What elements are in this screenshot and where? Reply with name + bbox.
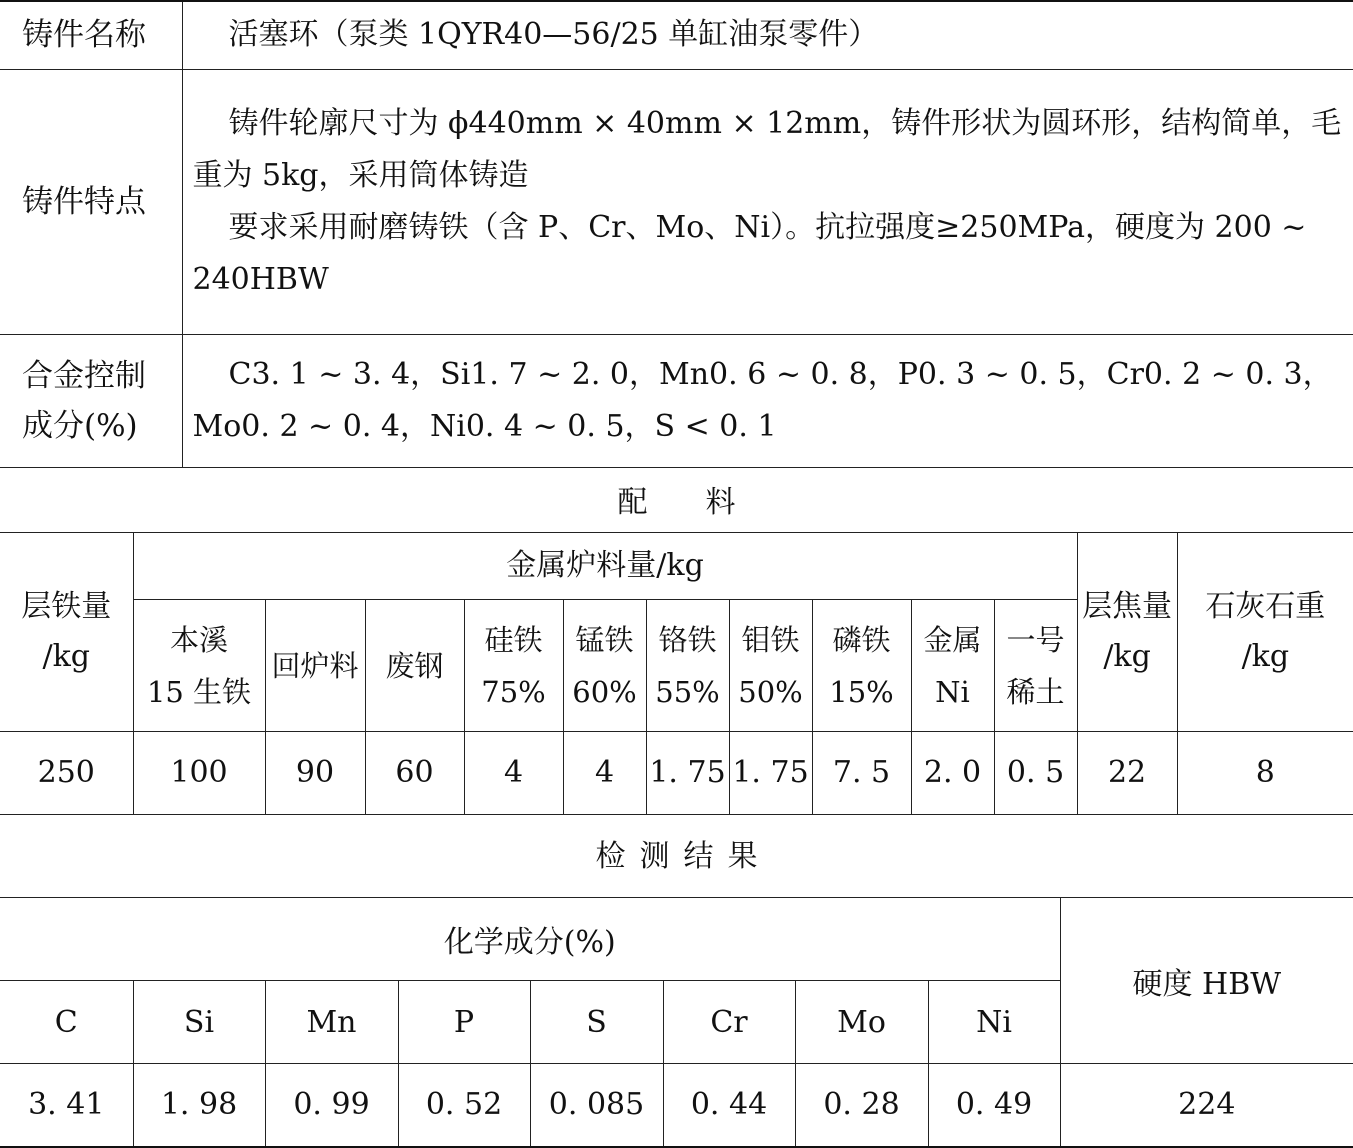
element-header: Mo xyxy=(795,981,928,1064)
charge-column-header xyxy=(729,600,812,732)
charge-column-header xyxy=(563,600,646,732)
limestone-header-line-1: 石灰石重 xyxy=(1205,589,1326,624)
hardness-value: 224 xyxy=(1060,1064,1353,1147)
alloy-control-value: C3. 1 ~ 3. 4，Si1. 7 ~ 2. 0，Mn0. 6 ~ 0. 8，P0. 3 ~ 0. 5，Cr0. 2 ~ 0. 3，Mo0. 2 ~ 0. 4，Ni0. 4 ~ 0. 5，S < 0. 1 xyxy=(182,334,1353,467)
charge-column-header-line-2: 75% xyxy=(481,674,546,709)
element-value: 0. 52 xyxy=(398,1064,530,1147)
charge-column-header xyxy=(812,600,911,732)
limestone-header-line-2: /kg xyxy=(1241,639,1290,674)
element-header: Si xyxy=(133,981,265,1064)
charge-column-header xyxy=(911,600,994,732)
mix-section-title xyxy=(0,478,1353,528)
mix-value-cell: 4 xyxy=(563,732,646,815)
charge-column-header-line-1: 本溪 xyxy=(169,622,228,657)
features-line-1: 铸件轮廓尺寸为 ϕ440mm × 40mm × 12mm，铸件形状为圆环形，结构简单，毛重为 5kg，采用筒体铸造 xyxy=(192,105,1342,193)
alloy-label-line-1: 合金控制 xyxy=(22,357,146,394)
casting-name-value: 活塞环（泵类 1QYR40—56/25 单缸油泵零件） xyxy=(182,1,1353,69)
results-table xyxy=(0,897,1353,1148)
alloy-label-line-2: 成分(%) xyxy=(22,407,138,444)
layer-coke-header-line-2: /kg xyxy=(1103,639,1151,674)
layer-iron-header-line-1: 层铁量 xyxy=(21,589,112,624)
charge-column-header-line-1: 金属 xyxy=(923,622,982,657)
element-header: C xyxy=(0,981,133,1064)
mix-value-cell: 4 xyxy=(464,732,563,815)
mix-value-cell: 8 xyxy=(1177,732,1353,815)
features-line-2: 要求采用耐磨铸铁（含 P、Cr、Mo、Ni）。抗拉强度≥250MPa，硬度为 200 ~ 240HBW xyxy=(192,209,1307,297)
element-value: 0. 44 xyxy=(663,1064,795,1147)
element-header: Mn xyxy=(265,981,398,1064)
mix-value-cell: 250 xyxy=(0,732,133,815)
element-header: S xyxy=(530,981,663,1064)
charge-column-header-line-1: 废钢 xyxy=(385,648,444,683)
charge-column-header xyxy=(464,600,563,732)
charge-column-header-line-1: 回炉料 xyxy=(271,648,359,683)
mix-value-cell: 100 xyxy=(133,732,265,815)
mix-value-cell: 1. 75 xyxy=(646,732,729,815)
chem-composition-header: 化学成分(%) xyxy=(0,898,1060,981)
mix-value-cell: 1. 75 xyxy=(729,732,812,815)
charge-column-header-line-1: 硅铁 xyxy=(484,622,543,657)
limestone-header xyxy=(1177,533,1353,732)
mix-value-cell: 90 xyxy=(265,732,365,815)
charge-column-header-line-2: 15% xyxy=(829,674,894,709)
layer-iron-header-line-2: /kg xyxy=(42,639,90,674)
charge-column-header-line-2: 15 生铁 xyxy=(146,674,252,709)
charge-column-header-line-2: Ni xyxy=(935,674,970,709)
mix-section-title-text: 配料 xyxy=(617,485,794,520)
charge-column-header-line-2: 60% xyxy=(572,674,637,709)
element-value: 1. 98 xyxy=(133,1064,265,1147)
mix-values-row xyxy=(0,732,1353,815)
element-value: 0. 49 xyxy=(928,1064,1060,1147)
charge-column-header-line-1: 一号 xyxy=(1006,622,1065,657)
alloy-control-label xyxy=(0,334,182,467)
mix-value-cell: 2. 0 xyxy=(911,732,994,815)
charge-column-header xyxy=(646,600,729,732)
casting-info-table xyxy=(0,0,1353,468)
charge-column-header-line-1: 磷铁 xyxy=(832,622,891,657)
mix-value-cell: 0. 5 xyxy=(994,732,1077,815)
mix-value-cell: 60 xyxy=(365,732,464,815)
element-value: 0. 28 xyxy=(795,1064,928,1147)
element-header: P xyxy=(398,981,530,1064)
charge-column-header-line-1: 铬铁 xyxy=(658,622,717,657)
metal-charge-header: 金属炉料量/kg xyxy=(133,533,1077,600)
mix-value-cell: 7. 5 xyxy=(812,732,911,815)
element-header: Cr xyxy=(663,981,795,1064)
charge-column-header xyxy=(265,600,365,732)
element-value: 3. 41 xyxy=(0,1064,133,1147)
element-header: Ni xyxy=(928,981,1060,1064)
charge-column-header-line-1: 锰铁 xyxy=(575,622,634,657)
results-values-row xyxy=(0,1064,1353,1147)
charge-column-header-line-2: 55% xyxy=(655,674,720,709)
layer-iron-header xyxy=(0,533,133,732)
charge-column-header-line-1: 钼铁 xyxy=(741,622,800,657)
mix-value-cell: 22 xyxy=(1077,732,1177,815)
element-value: 0. 99 xyxy=(265,1064,398,1147)
charge-column-header xyxy=(133,600,265,732)
casting-features-value xyxy=(182,69,1353,334)
charge-column-header xyxy=(994,600,1077,732)
casting-features-label: 铸件特点 xyxy=(0,69,182,334)
results-section-title-text: 检测结果 xyxy=(595,839,772,874)
charge-column-header-line-2: 稀土 xyxy=(1006,674,1065,709)
charge-column-header xyxy=(365,600,464,732)
mix-table xyxy=(0,532,1353,815)
layer-coke-header-line-1: 层焦量 xyxy=(1082,589,1173,624)
element-value: 0. 085 xyxy=(530,1064,663,1147)
charge-column-header-line-2: 50% xyxy=(738,674,803,709)
results-section-title xyxy=(0,832,1353,882)
casting-name-label: 铸件名称 xyxy=(0,1,182,69)
hardness-header: 硬度 HBW xyxy=(1060,898,1353,1064)
layer-coke-header xyxy=(1077,533,1177,732)
